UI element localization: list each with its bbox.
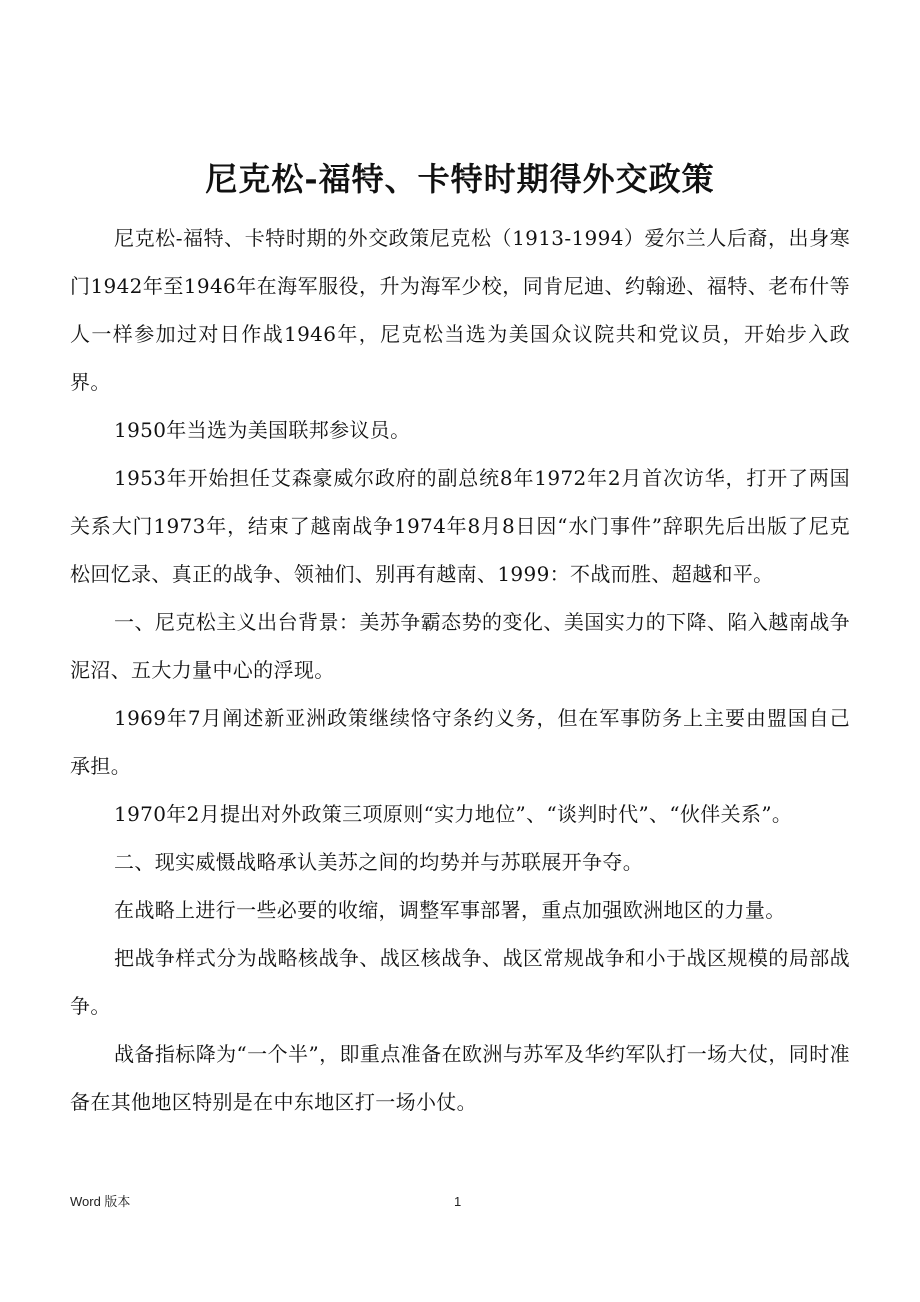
document-body	[70, 214, 850, 1126]
paragraph-1: 尼克松-福特、卡特时期的外交政策尼克松（1913-1994）爱尔兰人后裔，出身寒门1942年至1946年在海军服役，升为海军少校，同肯尼迪、约翰逊、福特、老布什等人一样参加过对日作战1946年，尼克松当选为美国众议院共和党议员，开始步入政界。	[70, 226, 850, 394]
footer-version-label: Word 版本	[70, 1194, 131, 1209]
paragraph-4: 一、尼克松主义出台背景：美苏争霸态势的变化、美国实力的下降、陷入越南战争泥沼、五大力量中心的浮现。	[70, 610, 850, 682]
paragraph-7: 二、现实威慑战略承认美苏之间的均势并与苏联展开争夺。	[114, 850, 644, 874]
paragraph-2: 1950年当选为美国联邦参议员。	[114, 418, 411, 442]
paragraph-9: 把战争样式分为战略核战争、战区核战争、战区常规战争和小于战区规模的局部战争。	[70, 946, 850, 1018]
paragraph-8: 在战略上进行一些必要的收缩，调整军事部署，重点加强欧洲地区的力量。	[114, 898, 786, 922]
paragraph-6: 1970年2月提出对外政策三项原则“实力地位”、“谈判时代”、“伙伴关系”。	[114, 802, 793, 826]
document-title: 尼克松-福特、卡特时期得外交政策	[205, 160, 715, 199]
footer-page-number: 1	[454, 1194, 462, 1209]
paragraph-5: 1969年7月阐述新亚洲政策继续恪守条约义务，但在军事防务上主要由盟国自己承担。	[70, 706, 850, 778]
paragraph-10: 战备指标降为“一个半”，即重点准备在欧洲与苏军及华约军队打一场大仗，同时准备在其他地区特别是在中东地区打一场小仗。	[70, 1042, 850, 1114]
paragraph-3: 1953年开始担任艾森豪威尔政府的副总统8年1972年2月首次访华，打开了两国关系大门1973年，结束了越南战争1974年8月8日因“水门事件”辞职先后出版了尼克松回忆录、真正的战争、领袖们、别再有越南、1999：不战而胜、超越和平。	[70, 466, 850, 586]
